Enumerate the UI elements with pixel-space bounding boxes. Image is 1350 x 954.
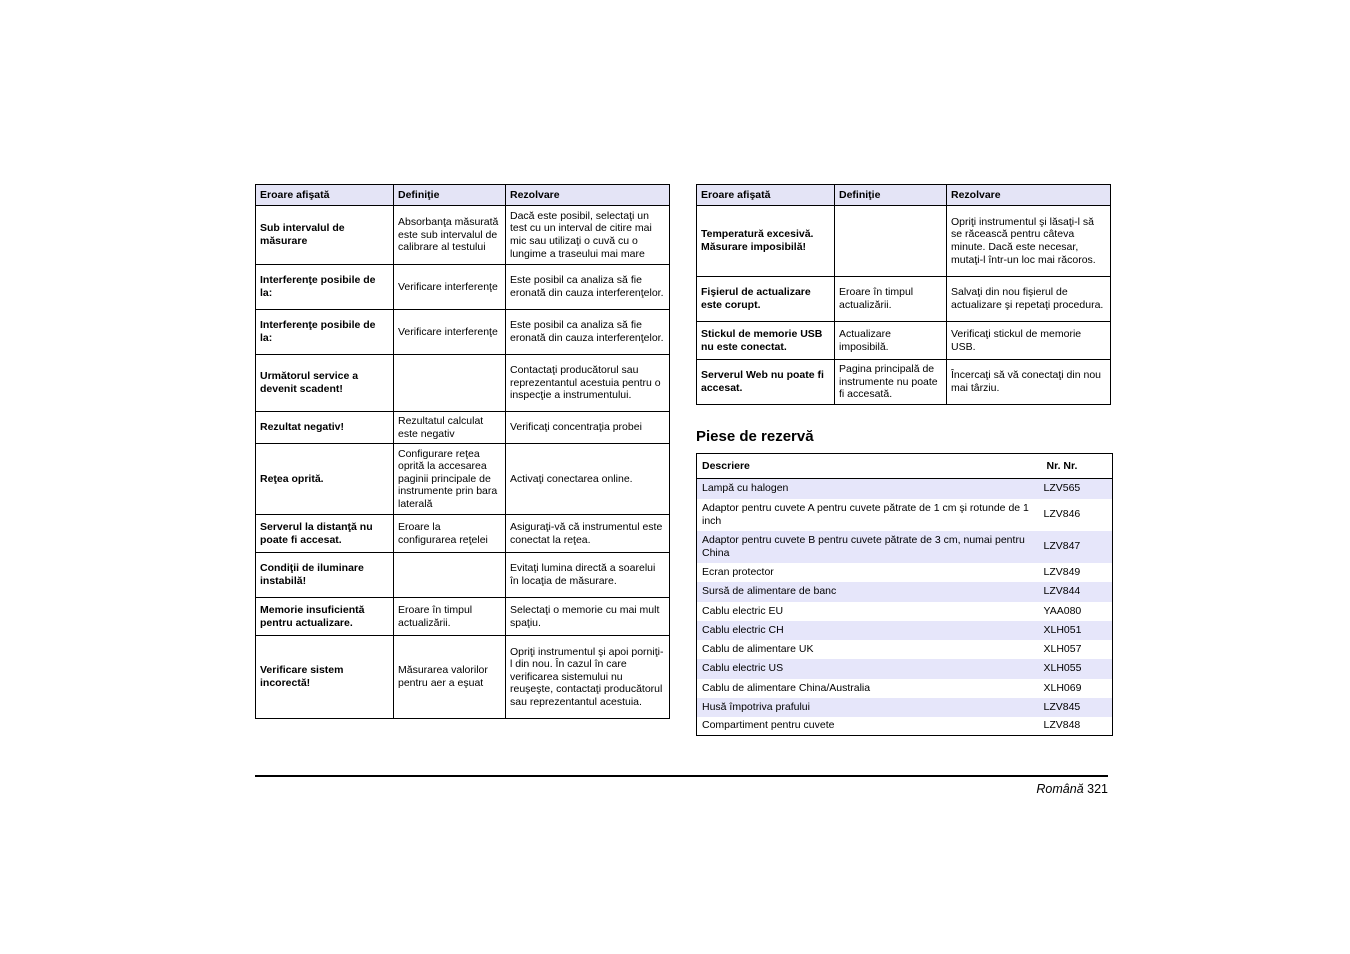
table-row <box>697 322 1111 360</box>
part-description: Cablu electric EU <box>702 604 784 617</box>
part-number: XLH057 <box>1043 642 1082 655</box>
table-row <box>256 444 670 515</box>
header-part-number: Nr. Nr. <box>1042 454 1113 479</box>
footer-language: Română <box>1036 782 1084 796</box>
definition-cell: Configurare reţea oprită la accesarea paginii principale de instrumente prin bara laterală <box>394 444 506 515</box>
header-solution: Rezolvare <box>947 185 1111 206</box>
error-cell: Verificare sistem incorectă! <box>256 636 394 719</box>
error-cell: Interferenţe posibile de la: <box>256 310 394 355</box>
table-row <box>256 310 670 355</box>
error-cell: Serverul la distanţă nu poate fi accesat. <box>256 515 394 553</box>
part-description: Adaptor pentru cuvete B pentru cuvete pătrate de 3 cm, numai pentru China <box>697 531 1042 563</box>
part-number: XLH055 <box>1042 659 1113 679</box>
part-description: Cablu de alimentare UK <box>702 642 814 655</box>
part-number: LZV844 <box>1042 582 1113 602</box>
table-row <box>697 582 1113 602</box>
part-description: Lampă cu halogen <box>697 479 1042 499</box>
table-header-row <box>256 185 670 206</box>
spare-parts-table <box>696 453 1113 736</box>
error-cell: Condiţii de iluminare instabilă! <box>256 553 394 598</box>
footer-divider <box>255 775 1108 777</box>
part-number: XLH051 <box>1042 621 1113 640</box>
part-description: Cablu de alimentare China/Australia <box>702 681 871 694</box>
table-row <box>697 206 1111 277</box>
page-number: 321 <box>1087 782 1108 796</box>
solution-cell: Verificaţi stickul de memorie USB. <box>947 322 1111 360</box>
table-row <box>697 679 1113 698</box>
solution-cell: Contactaţi producătorul sau reprezentantul acestuia pentru o inspecţie a instrumentului. <box>506 355 670 412</box>
header-error: Eroare afişată <box>697 185 835 206</box>
definition-cell <box>394 553 506 598</box>
part-description: Husă împotriva prafului <box>697 698 1042 717</box>
solution-cell: Dacă este posibil, selectaţi un test cu un interval de citire mai mic sau utilizaţi o cuvă cu o lungime a traseului mai mare <box>506 206 670 265</box>
definition-cell <box>394 355 506 412</box>
table-row <box>256 636 670 719</box>
part-number: XLH069 <box>1043 681 1082 694</box>
part-description: Adaptor pentru cuvete A pentru cuvete pătrate de 1 cm şi rotunde de 1 inch <box>702 501 1029 527</box>
definition-cell: Verificare interferenţe <box>394 265 506 310</box>
error-table-left <box>255 184 670 719</box>
definition-cell: Absorbanţa măsurată este sub intervalul de calibrare al testului <box>394 206 506 265</box>
table-row <box>697 698 1113 717</box>
error-cell: Fişierul de actualizare este corupt. <box>697 277 835 322</box>
definition-cell: Eroare în timpul actualizării. <box>394 598 506 636</box>
solution-cell: Este posibil ca analiza să fie eronată din cauza interferenţelor. <box>506 310 670 355</box>
error-cell: Următorul service a devenit scadent! <box>256 355 394 412</box>
table-row <box>697 531 1113 563</box>
part-number: LZV846 <box>1043 508 1081 521</box>
table-row <box>697 277 1111 322</box>
error-cell: Rezultat negativ! <box>256 412 394 444</box>
table-header-row <box>697 454 1113 479</box>
error-cell: Interferenţe posibile de la: <box>256 265 394 310</box>
table-row <box>256 553 670 598</box>
table-row <box>697 563 1113 582</box>
solution-cell: Salvaţi din nou fişierul de actualizare şi repetaţi procedura. <box>947 277 1111 322</box>
header-definition: Definiţie <box>394 185 506 206</box>
table-row <box>697 499 1113 531</box>
part-number: LZV849 <box>1043 565 1081 578</box>
header-solution: Rezolvare <box>506 185 670 206</box>
solution-cell: Selectaţi o memorie cu mai mult spaţiu. <box>506 598 670 636</box>
table-row <box>697 621 1113 640</box>
table-row <box>256 598 670 636</box>
solution-cell: Evitaţi lumina directă a soarelui în locaţia de măsurare. <box>506 553 670 598</box>
definition-cell: Actualizare imposibilă. <box>835 322 947 360</box>
table-row <box>256 412 670 444</box>
solution-cell: Încercaţi să vă conectaţi din nou mai târziu. <box>947 360 1111 405</box>
definition-cell: Măsurarea valorilor pentru aer a eşuat <box>394 636 506 719</box>
solution-cell: Opriţi instrumentul şi apoi porniţi-l din nou. În cazul în care verificarea sistemului nu reuşeşte, contactaţi producătorul sau reprezentantul acestuia. <box>506 636 670 719</box>
table-row <box>697 659 1113 679</box>
error-cell: Sub intervalul de măsurare <box>256 206 394 265</box>
part-description: Ecran protector <box>702 565 774 578</box>
definition-cell: Rezultatul calculat este negativ <box>394 412 506 444</box>
part-description: Cablu electric CH <box>697 621 1042 640</box>
header-error: Eroare afişată <box>256 185 394 206</box>
part-number: YAA080 <box>1043 604 1082 617</box>
solution-cell: Este posibil ca analiza să fie eronată din cauza interferenţelor. <box>506 265 670 310</box>
error-cell: Serverul Web nu poate fi accesat. <box>697 360 835 405</box>
definition-cell <box>835 206 947 277</box>
part-description: Sursă de alimentare de banc <box>697 582 1042 602</box>
error-cell: Stickul de memorie USB nu este conectat. <box>697 322 835 360</box>
definition-cell: Pagina principală de instrumente nu poate fi accesată. <box>835 360 947 405</box>
part-number: LZV848 <box>1043 719 1081 732</box>
solution-cell: Asiguraţi-vă că instrumentul este conectat la reţea. <box>506 515 670 553</box>
table-row <box>697 717 1113 736</box>
part-number: LZV565 <box>1042 479 1113 499</box>
part-description: Compartiment pentru cuvete <box>702 719 835 732</box>
definition-cell: Verificare interferenţe <box>394 310 506 355</box>
part-number: LZV845 <box>1042 698 1113 717</box>
table-row <box>697 640 1113 659</box>
error-cell: Reţea oprită. <box>256 444 394 515</box>
table-row <box>256 265 670 310</box>
definition-cell: Eroare în timpul actualizării. <box>835 277 947 322</box>
header-description: Descriere <box>697 454 1042 479</box>
page-footer <box>900 782 1108 796</box>
solution-cell: Verificaţi concentraţia probei <box>506 412 670 444</box>
error-table-right <box>696 184 1111 405</box>
solution-cell: Opriţi instrumentul şi lăsaţi-l să se răcească pentru câteva minute. Dacă este necesar, mutaţi-l într-un loc mai răcoros. <box>947 206 1111 277</box>
definition-cell: Eroare la configurarea reţelei <box>394 515 506 553</box>
error-cell: Memorie insuficientă pentru actualizare. <box>256 598 394 636</box>
part-number: LZV847 <box>1042 531 1113 563</box>
table-row <box>697 360 1111 405</box>
spare-parts-heading: Piese de rezervă <box>696 428 814 445</box>
table-header-row <box>697 185 1111 206</box>
table-row <box>256 515 670 553</box>
error-cell: Temperatură excesivă. Măsurare imposibilă! <box>697 206 835 277</box>
table-row <box>697 602 1113 621</box>
solution-cell: Activaţi conectarea online. <box>506 444 670 515</box>
part-description: Cablu electric US <box>697 659 1042 679</box>
header-definition: Definiţie <box>835 185 947 206</box>
table-row <box>697 479 1113 499</box>
table-row <box>256 206 670 265</box>
table-row <box>256 355 670 412</box>
